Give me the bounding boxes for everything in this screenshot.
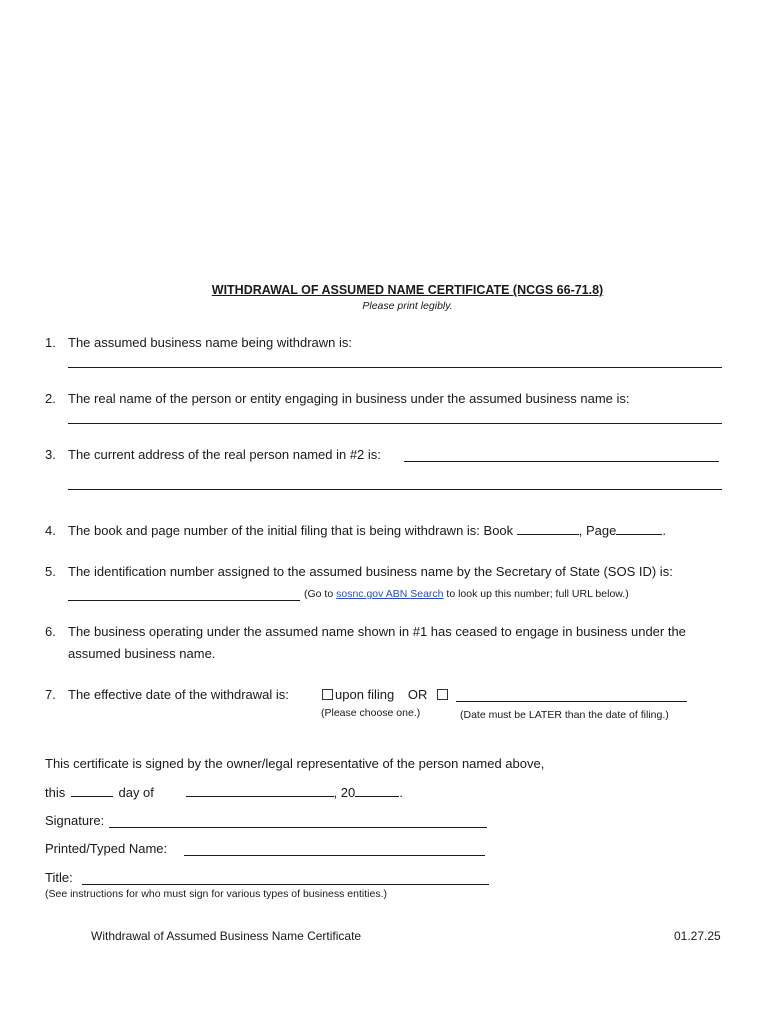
sosnc-abn-search-link[interactable]: sosnc.gov ABN Search	[336, 588, 444, 600]
item-5-note	[304, 588, 629, 600]
item-4-number: 4.	[45, 523, 56, 538]
signing-instructions: (See instructions for who must sign for various types of business entities.)	[45, 888, 387, 900]
year-blank[interactable]	[355, 785, 399, 797]
item-7-number: 7.	[45, 687, 56, 702]
item-2-text: The real name of the person or entity engaging in business under the assumed business name is:	[68, 391, 630, 406]
item-1-number: 1.	[45, 335, 56, 350]
item-1-answer-line[interactable]	[68, 367, 722, 368]
item-5-number: 5.	[45, 564, 56, 579]
upon-filing-checkbox[interactable]	[322, 689, 333, 700]
item-6-number: 6.	[45, 624, 56, 639]
item-7-text: The effective date of the withdrawal is:	[68, 687, 289, 702]
page-blank[interactable]	[616, 523, 662, 535]
title-label: Title:	[45, 870, 73, 885]
footer-version: 01.27.25	[674, 929, 721, 943]
day-of-label: day of	[118, 785, 154, 800]
page-label: , Page	[578, 523, 617, 538]
book-blank[interactable]	[517, 523, 579, 535]
or-label: OR	[407, 687, 428, 702]
item-6-text-line-1: The business operating under the assumed name shown in #1 has ceased to engage in business under the	[68, 624, 686, 639]
item-2-answer-line[interactable]	[68, 423, 722, 424]
month-blank[interactable]	[186, 785, 334, 797]
item-4-row	[68, 523, 666, 538]
item-3-answer-line-1[interactable]	[404, 461, 719, 462]
document-title: WITHDRAWAL OF ASSUMED NAME CERTIFICATE (NCGS 66-71.8)	[211, 283, 604, 297]
later-date-answer-line[interactable]	[456, 701, 687, 702]
item-7-options	[322, 687, 450, 702]
item-4-end: .	[662, 523, 666, 538]
day-blank[interactable]	[71, 785, 113, 797]
this-label: this	[45, 785, 66, 800]
item-3-number: 3.	[45, 447, 56, 462]
upon-filing-label: upon filing	[335, 687, 395, 702]
date-end: .	[399, 785, 403, 800]
choose-one-note: (Please choose one.)	[321, 707, 421, 719]
printed-name-label: Printed/Typed Name:	[45, 841, 168, 856]
sos-id-answer-line[interactable]	[68, 600, 300, 601]
item-2-number: 2.	[45, 391, 56, 406]
year-prefix: , 20	[333, 785, 356, 800]
item-4-text: The book and page number of the initial filing that is being withdrawn is: Book	[68, 523, 514, 538]
item-5-text: The identification number assigned to the assumed business name by the Secretary of State (SOS ID) is:	[68, 564, 673, 579]
item-6-text-line-2: assumed business name.	[68, 646, 216, 661]
signature-line[interactable]	[109, 827, 487, 828]
signing-intro: This certificate is signed by the owner/legal representative of the person named above,	[45, 756, 545, 771]
date-later-note: (Date must be LATER than the date of filing.)	[460, 709, 669, 721]
document-subtitle: Please print legibly.	[362, 300, 453, 312]
item-3-text: The current address of the real person named in #2 is:	[68, 447, 381, 462]
printed-name-line[interactable]	[184, 855, 485, 856]
item-3-answer-line-2[interactable]	[68, 489, 722, 490]
later-date-checkbox[interactable]	[437, 689, 448, 700]
item-5-note-prefix: (Go to	[304, 588, 337, 600]
signature-label: Signature:	[45, 813, 105, 828]
signing-date-row	[45, 785, 403, 800]
footer-form-name: Withdrawal of Assumed Business Name Certificate	[91, 929, 362, 943]
item-1-text: The assumed business name being withdrawn is:	[68, 335, 352, 350]
title-line[interactable]	[82, 884, 489, 885]
item-5-note-suffix: to look up this number; full URL below.)	[443, 588, 629, 600]
